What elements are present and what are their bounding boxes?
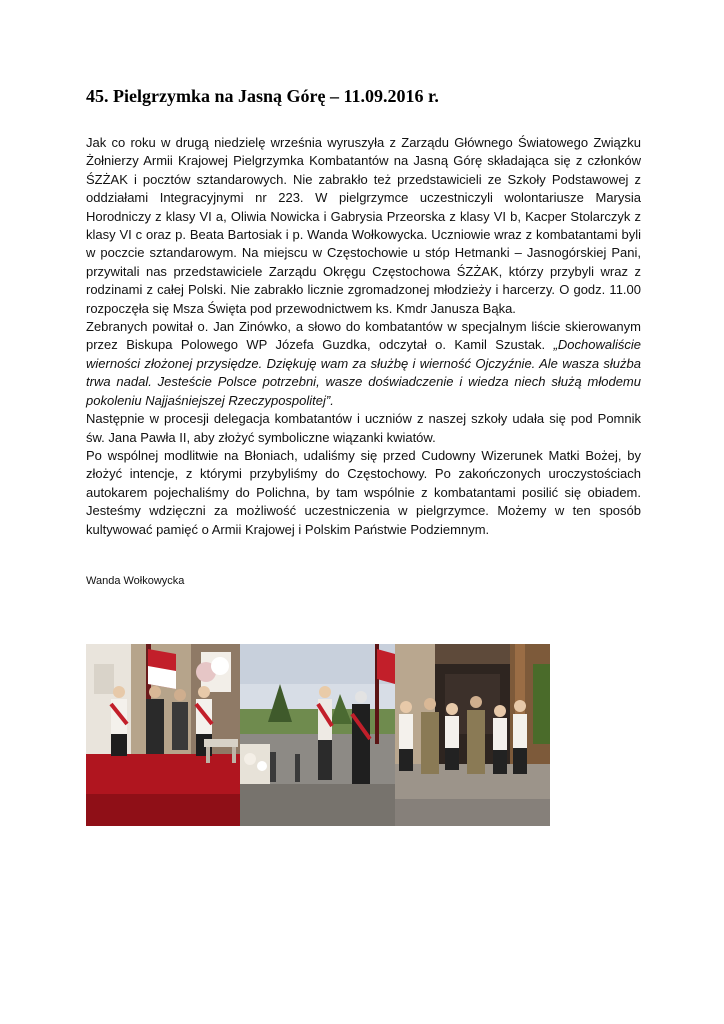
article-body	[86, 134, 641, 539]
paragraph-4: Po wspólnej modlitwie na Błoniach, udaliśmy się przed Cudowny Wizerunek Matki Bożej, by złożyć intencje, z którymi przybyliśmy do Częstochowy. Po zakończonych uroczystościach autokarem pojechaliśmy do Polichna, by tam wspólnie z kombatantami posilić się obiadem. Jesteśmy wdzięczni za możliwość uczestniczenia w pielgrzymce. Możemy w ten sposób kultywować pamięć o Armii Krajowej i Polskim Państwie Podziemnym.	[86, 447, 641, 537]
photo-strip	[86, 644, 550, 826]
photo-ceremony-flags	[86, 644, 240, 826]
paragraph-2	[86, 318, 641, 410]
paragraph-3: Następnie w procesji delegacja kombatantów i uczniów z naszej szkoły udała się pod Pomnik św. Jana Pawła II, aby złożyć symboliczne wiązanki kwiatów.	[86, 411, 641, 445]
paragraph-2-quote: „Dochowaliście wierności złożonej przysiędze. Dziękuję wam za służbę i wierność Ojczyźnie. Ale wasza służba trwa nadal. Jesteście Polsce potrzebni, wasze doświadczenie i wiedza niech służą młodemu pokoleniu Najjaśniejszej Rzeczypospolitej”.	[86, 337, 641, 408]
photo-monument-square	[240, 644, 395, 826]
paragraph-1: Jak co roku w drugą niedzielę września wyruszyła z Zarządu Głównego Światowego Związku Żołnierzy Armii Krajowej Pielgrzymka Kombatantów na Jasną Górę składająca się z członków ŚZŻAK i pocztów sztandarowych. Nie zabrakło też przedstawicieli ze Szkoły Podstawowej z oddziałami Integracyjnymi nr 223. W pielgrzymce uczestniczyli wolontariusze Marysia Horodniczy z klasy VI a, Oliwia Nowicka i Gabrysia Przeorska z klasy VI b, Kacper Stolarczyk z klasy VI c oraz p. Beata Bartosiak i p. Wanda Wołkowycka. Uczniowie wraz z kombatantami byli w poczcie sztandarowym. Na miejscu w Częstochowie u stóp Hetmanki – Jasnogórskiej Pani, przywitali nas przedstawiciele Zarządu Okręgu Częstochowa ŚZŻAK, którzy przybyli wraz z rodzinami z całej Polski. Nie zabrakło licznie zgromadzonej młodzieży i harcerzy. O godz. 11.00 rozpoczęła się Msza Święta pod przewodnictwem ks. Kmdr Janusza Bąka.	[86, 135, 641, 316]
photo-group-building	[395, 644, 550, 826]
page-title: 45. Pielgrzymka na Jasną Górę – 11.09.2016 r.	[86, 86, 439, 106]
paragraph-2-text: Zebranych powitał o. Jan Zinówko, a słowo do kombatantów w specjalnym liście skierowanym przez Biskupa Polowego WP Józefa Guzdka, odczytał o. Kamil Szustak.	[86, 319, 641, 353]
author-signature: Wanda Wołkowycka	[86, 575, 185, 587]
